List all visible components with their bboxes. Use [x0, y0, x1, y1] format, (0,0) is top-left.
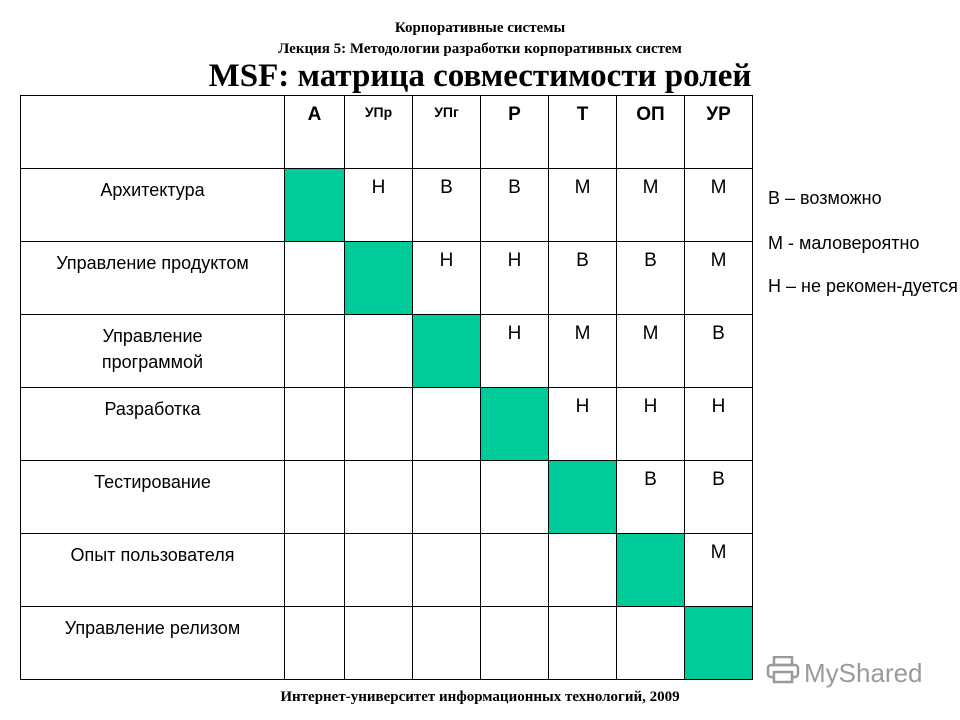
- matrix-cell: Н: [549, 388, 617, 461]
- matrix-cell: [285, 607, 345, 680]
- matrix-cell: [285, 388, 345, 461]
- matrix-cell: В: [413, 169, 481, 242]
- matrix-cell: [413, 607, 481, 680]
- matrix-cell: [481, 461, 549, 534]
- matrix-row: [21, 534, 753, 607]
- role-compatibility-matrix: [20, 95, 753, 680]
- matrix-cell: Н: [617, 388, 685, 461]
- column-header: Т: [549, 96, 617, 169]
- matrix-cell: [345, 388, 413, 461]
- printer-icon: [766, 656, 804, 691]
- row-label: Управление программой: [21, 315, 285, 388]
- matrix-row: [21, 169, 753, 242]
- matrix-cell: [617, 607, 685, 680]
- row-label: Разработка: [21, 388, 285, 461]
- column-header: ОП: [617, 96, 685, 169]
- column-header: УПр: [345, 96, 413, 169]
- matrix-cell: В: [617, 461, 685, 534]
- matrix-cell: [285, 315, 345, 388]
- matrix-cell: В: [481, 169, 549, 242]
- matrix-cell: М: [685, 242, 753, 315]
- column-header: Р: [481, 96, 549, 169]
- matrix-row: [21, 461, 753, 534]
- matrix-row: [21, 242, 753, 315]
- slide-title: MSF: матрица совместимости ролей: [208, 58, 752, 94]
- row-label: Опыт пользователя: [21, 534, 285, 607]
- row-label: Управление релизом: [21, 607, 285, 680]
- matrix-cell: Н: [685, 388, 753, 461]
- matrix-cell: М: [549, 315, 617, 388]
- matrix-cell: [345, 461, 413, 534]
- diagonal-cell: [345, 242, 413, 315]
- matrix-cell: [345, 534, 413, 607]
- diagonal-cell: [413, 315, 481, 388]
- watermark-text: MyShared: [804, 658, 923, 688]
- matrix-cell: М: [549, 169, 617, 242]
- matrix-cell: Н: [481, 242, 549, 315]
- row-label: Архитектура: [21, 169, 285, 242]
- matrix-cell: [413, 388, 481, 461]
- matrix-cell: Н: [481, 315, 549, 388]
- matrix-cell: [413, 534, 481, 607]
- matrix-cell: [285, 461, 345, 534]
- corner-cell: [21, 96, 285, 169]
- row-label: Управление продуктом: [21, 242, 285, 315]
- matrix-cell: М: [617, 169, 685, 242]
- matrix-cell: [549, 607, 617, 680]
- header-lecture-title: Лекция 5: Методологии разработки корпоративных систем: [278, 41, 682, 57]
- matrix-cell: М: [685, 169, 753, 242]
- diagonal-cell: [481, 388, 549, 461]
- matrix-cell: В: [617, 242, 685, 315]
- matrix-cell: М: [685, 534, 753, 607]
- matrix-cell: [345, 315, 413, 388]
- legend-item-unlikely: М - маловероятно: [768, 233, 920, 253]
- legend-item-possible: В – возможно: [768, 188, 882, 208]
- matrix-cell: [345, 607, 413, 680]
- header-row: [21, 96, 753, 169]
- matrix-cell: [481, 534, 549, 607]
- header-course-title: Корпоративные системы: [394, 20, 566, 36]
- matrix-row: [21, 607, 753, 680]
- diagonal-cell: [617, 534, 685, 607]
- matrix-cell: В: [549, 242, 617, 315]
- matrix-cell: В: [685, 315, 753, 388]
- matrix-cell: [285, 534, 345, 607]
- matrix-cell: В: [685, 461, 753, 534]
- column-header: А: [285, 96, 345, 169]
- matrix-cell: [413, 461, 481, 534]
- matrix-cell: М: [617, 315, 685, 388]
- column-header: УПг: [413, 96, 481, 169]
- watermark: [766, 656, 923, 691]
- matrix-cell: [285, 242, 345, 315]
- matrix-cell: Н: [345, 169, 413, 242]
- matrix-cell: [481, 607, 549, 680]
- matrix-cell: [549, 534, 617, 607]
- diagonal-cell: [685, 607, 753, 680]
- matrix-row: [21, 315, 753, 388]
- diagonal-cell: [549, 461, 617, 534]
- matrix-row: [21, 388, 753, 461]
- matrix-cell: Н: [413, 242, 481, 315]
- footer-text: Интернет-университет информационных технологий, 2009: [280, 689, 680, 705]
- row-label: Тестирование: [21, 461, 285, 534]
- legend-item-not-recommended: Н – не рекомен-дуется: [768, 276, 958, 296]
- column-header: УР: [685, 96, 753, 169]
- diagonal-cell: [285, 169, 345, 242]
